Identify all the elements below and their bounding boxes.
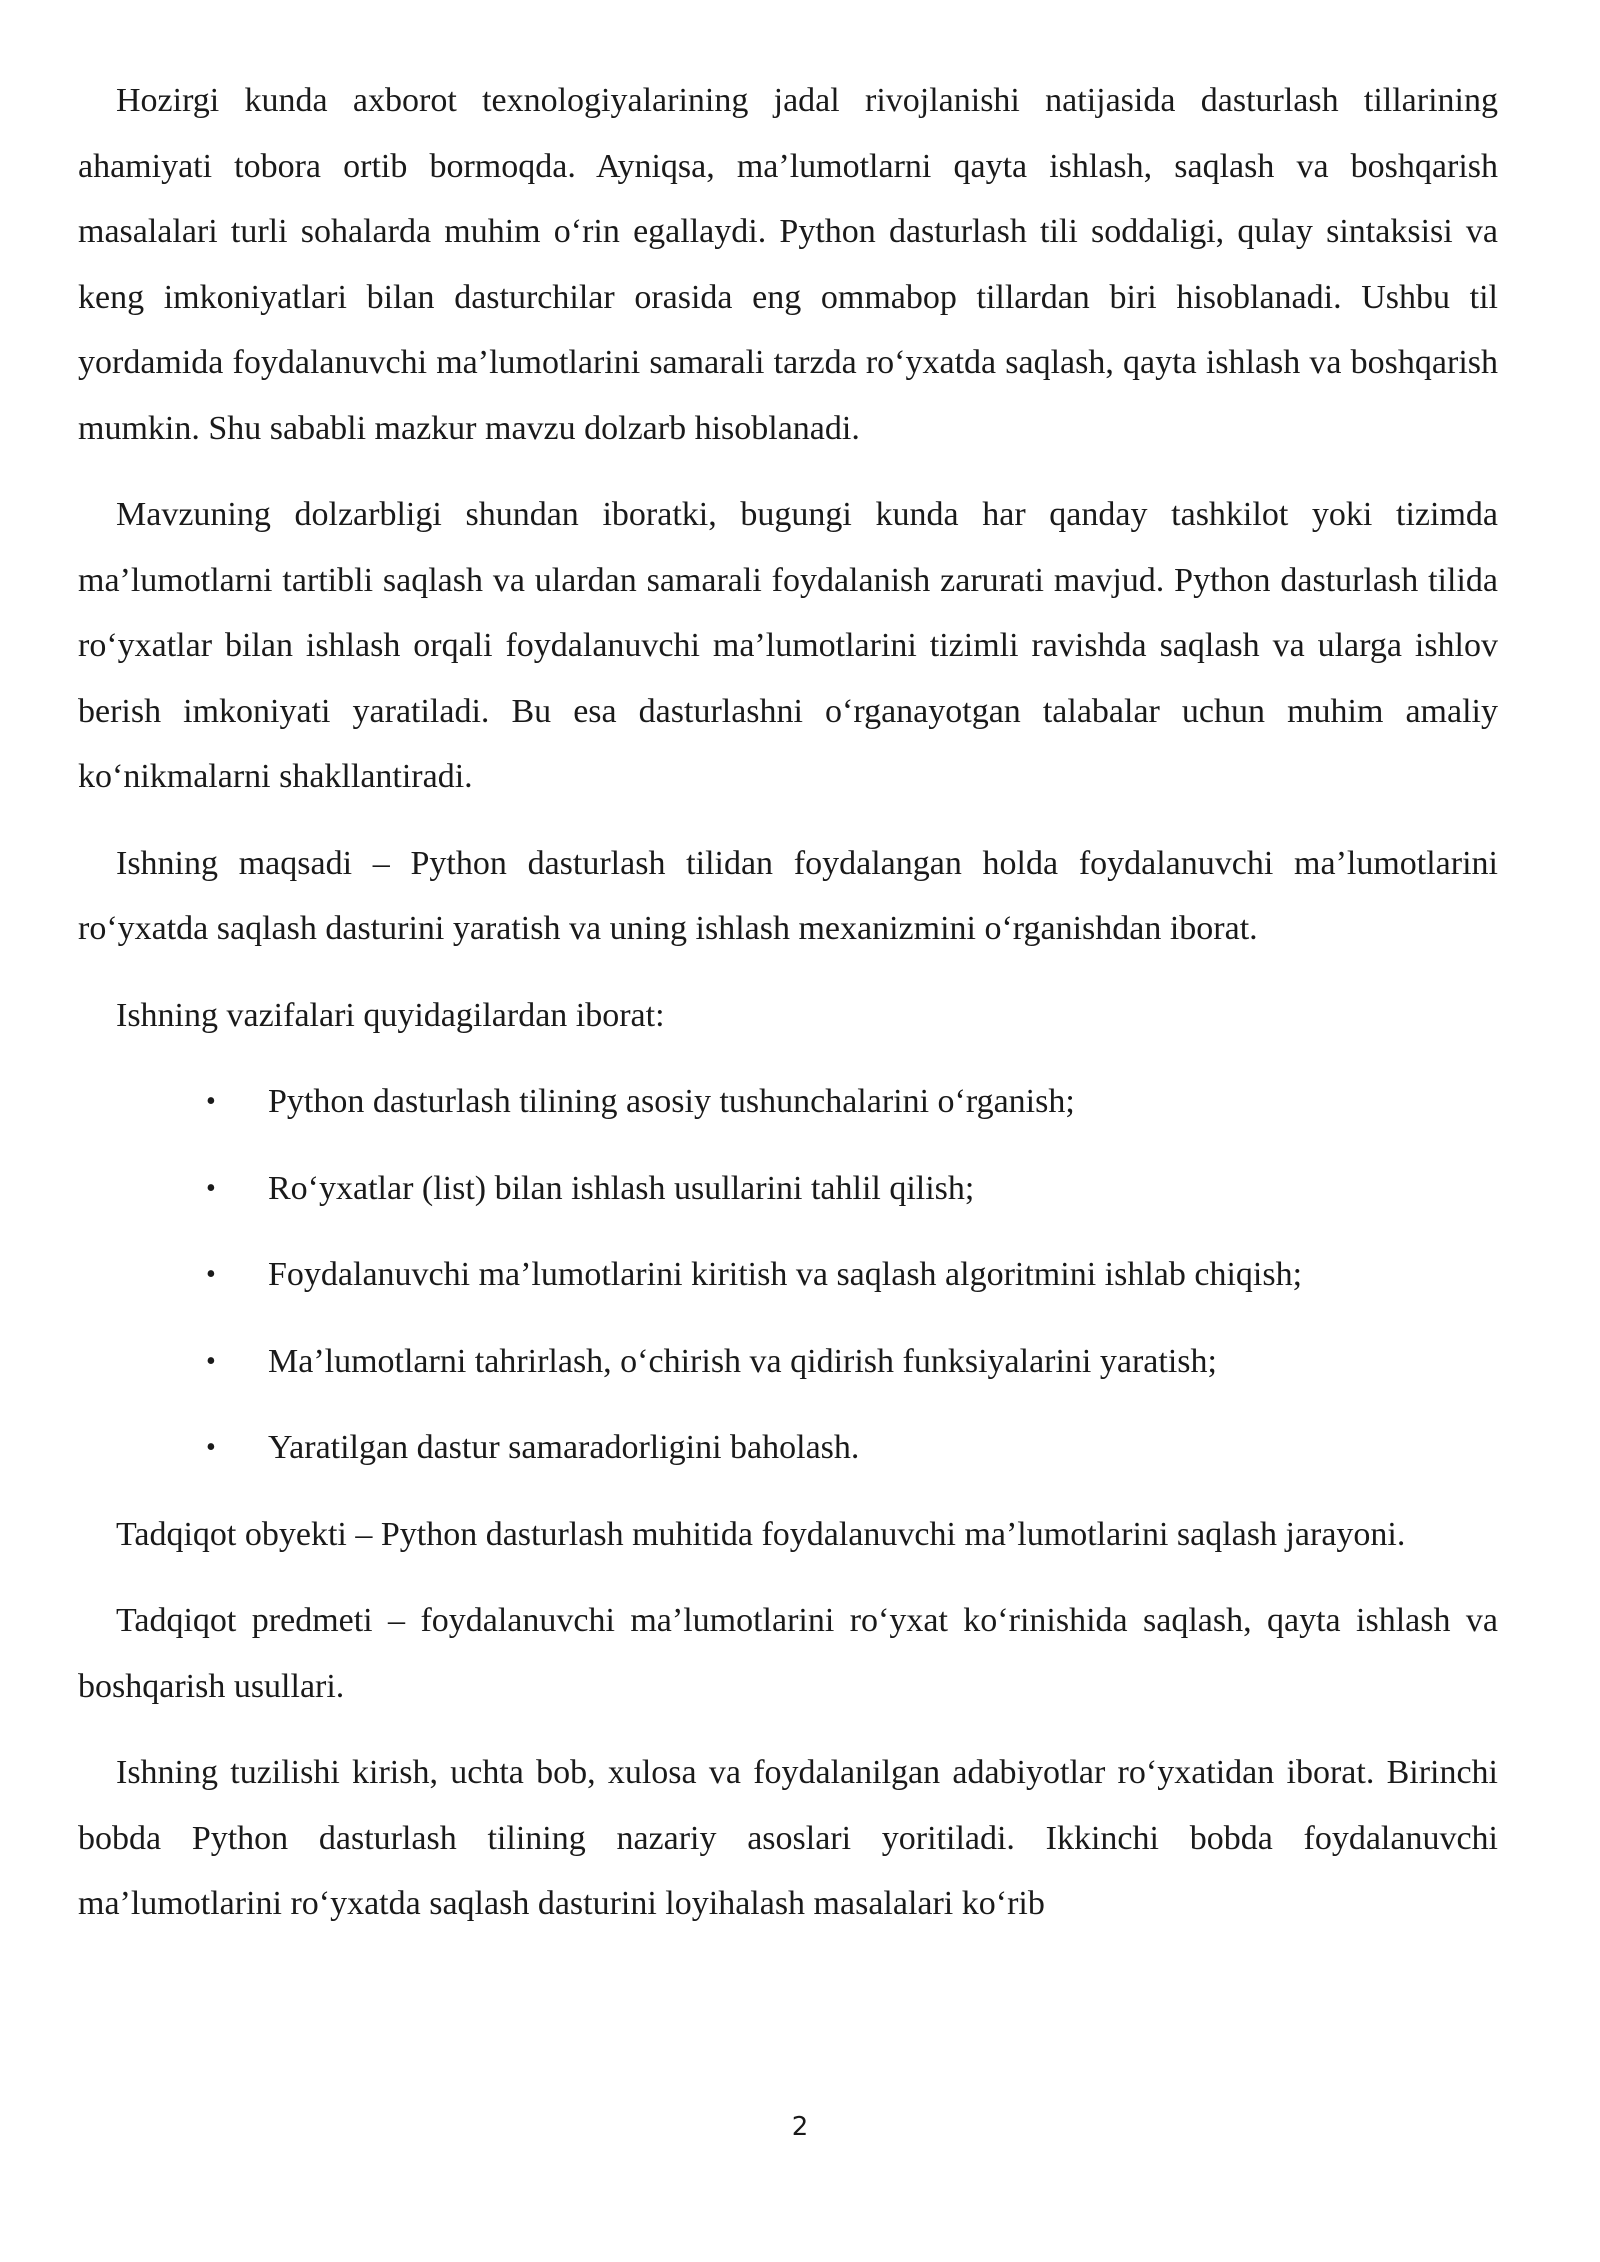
paragraph-structure: Ishning tuzilishi kirish, uchta bob, xulosa va foydalanilgan adabiyotlar ro‘yxatidan iborat. Birinchi bobda Python dasturlash tilining nazariy asoslari yoritiladi. Ikkinchi bobda foydalanuvchi ma’lumotlarini ro‘yxatda saqlash dasturini loyihalash masalalari ko‘rib — [78, 1754, 1498, 1922]
bullet-icon: • — [206, 1259, 216, 1290]
paragraph-research-object: Tadqiqot obyekti – Python dasturlash muhitida foydalanuvchi ma’lumotlarini saqlash jarayoni. — [116, 1515, 1406, 1553]
paragraph-intro: Hozirgi kunda axborot texnologiyalarining jadal rivojlanishi natijasida dasturlash tillarining ahamiyati tobora ortib bormoqda. Ayniqsa, ma’lumotlarni qayta ishlash, saqlash va boshqarish masalalari turli sohalarda muhim o‘rin egallaydi. Python dasturlash tili soddaligi, qulay sintaksisi va keng imkoniyatlari bilan dasturchilar orasida eng ommabop tillardan biri hisoblanadi. Ushbu til yordamida foydalanuvchi ma’lumotlarini samarali tarzda ro‘yxatda saqlash, qayta ishlash va boshqarish mumkin. Shu sababli mazkur mavzu dolzarb hisoblanadi. — [78, 82, 1498, 447]
document-body — [78, 68, 1498, 1958]
paragraph-research-subject: Tadqiqot predmeti – foydalanuvchi ma’lumotlarini ro‘yxat ko‘rinishida saqlash, qayta ishlash va boshqarish usullari. — [78, 1602, 1498, 1705]
task-item — [78, 1069, 1498, 1135]
task-text: Foydalanuvchi ma’lumotlarini kiritish va saqlash algoritmini ishlab chiqish; — [268, 1256, 1303, 1293]
task-item — [78, 1415, 1498, 1481]
page-number: 2 — [791, 2112, 809, 2142]
paragraph-goal: Ishning maqsadi – Python dasturlash tilidan foydalangan holda foydalanuvchi ma’lumotlarini ro‘yxatda saqlash dasturini yaratish va uning ishlash mexanizmini o‘rganishdan iborat. — [78, 844, 1498, 947]
task-text: Yaratilgan dastur samaradorligini baholash. — [268, 1429, 860, 1466]
task-item — [78, 1242, 1498, 1308]
bullet-icon: • — [206, 1345, 216, 1377]
task-list — [78, 1069, 1498, 1481]
task-text: Ro‘yxatlar (list) bilan ishlash usullarini tahlil qilish; — [268, 1169, 975, 1207]
task-item — [78, 1329, 1498, 1395]
bullet-icon: • — [206, 1432, 216, 1463]
bullet-icon: • — [206, 1086, 216, 1117]
bullet-icon: • — [206, 1172, 216, 1204]
paragraph-tasks-heading: Ishning vazifalari quyidagilardan iborat: — [116, 996, 665, 1034]
task-item — [78, 1156, 1498, 1222]
task-text: Python dasturlash tilining asosiy tushunchalarini o‘rganish; — [268, 1083, 1075, 1120]
task-text: Ma’lumotlarni tahrirlash, o‘chirish va qidirish funksiyalarini yaratish; — [268, 1342, 1217, 1380]
paragraph-relevance: Mavzuning dolzarbligi shundan iboratki, bugungi kunda har qanday tashkilot yoki tizimda ma’lumotlarni tartibli saqlash va ulardan samarali foydalanish zarurati mavjud. Python dasturlash tilida ro‘yxatlar bilan ishlash orqali foydalanuvchi ma’lumotlarini tizimli ravishda saqlash va ularga ishlov berish imkoniyati yaratiladi. Bu esa dasturlashni o‘rganayotgan talabalar uchun muhim amaliy ko‘nikmalarni shakllantiradi. — [78, 496, 1498, 795]
